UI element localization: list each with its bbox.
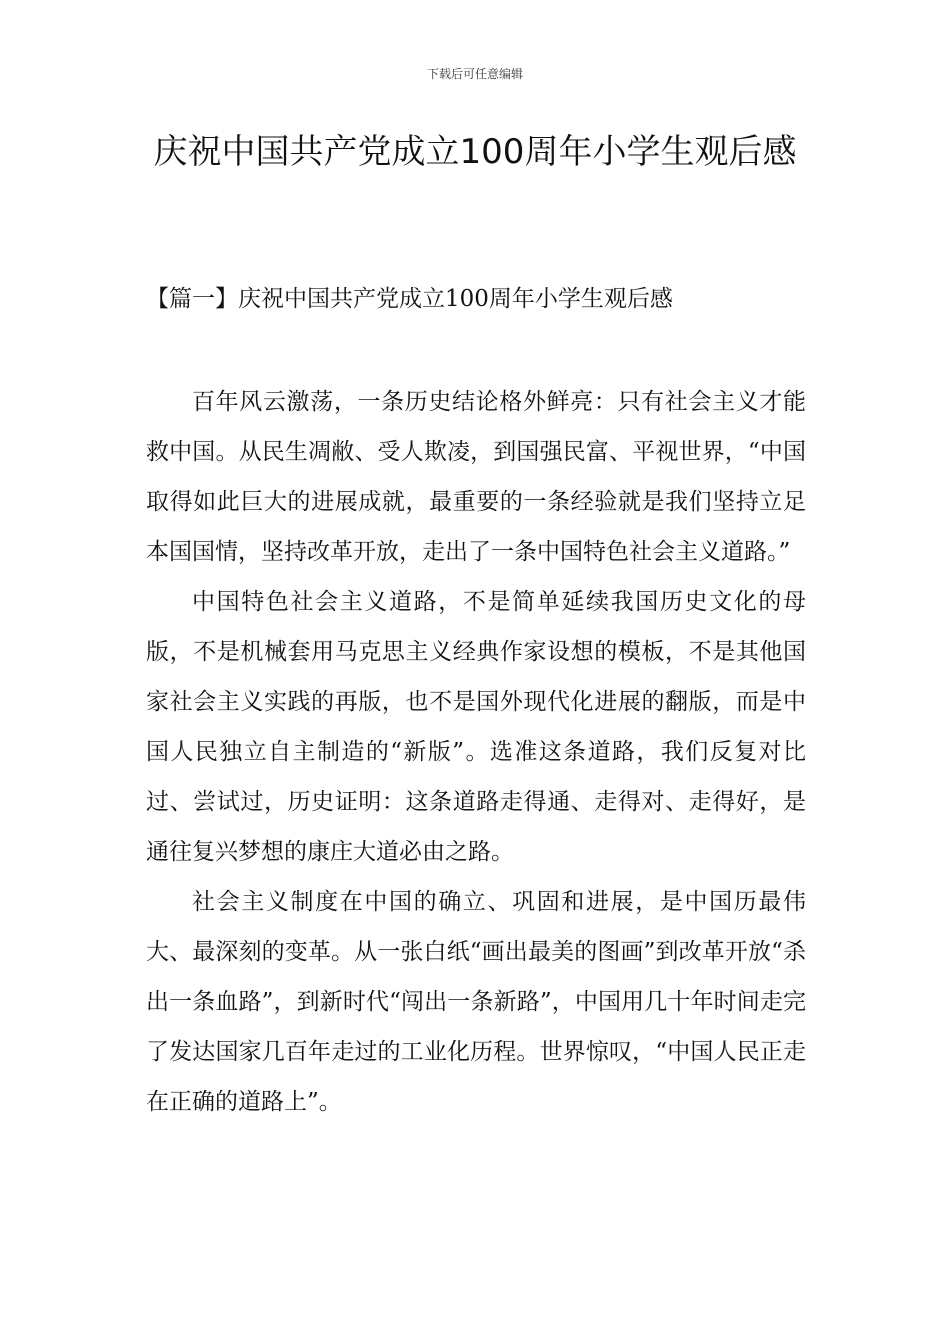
section-heading: 【篇一】庆祝中国共产党成立100周年小学生观后感 xyxy=(146,286,673,312)
paragraph-2: 中国特色社会主义道路，不是简单延续我国历史文化的母版，不是机械套用马克思主义经典作家设想的模板，不是其他国家社会主义实践的再版，也不是国外现代化进展的翻版，而是中国人民独立自主制造的“新版”。选准这条道路，我们反复对比过、尝试过，历史证明：这条道路走得通、走得对、走得好，是通往复兴梦想的康庄大道必由之路。 xyxy=(146,589,806,865)
body-text xyxy=(146,377,806,1127)
document-title: 庆祝中国共产党成立100周年小学生观后感 xyxy=(153,132,797,172)
paragraph-1: 百年风云激荡，一条历史结论格外鲜亮：只有社会主义才能救中国。从民生凋敝、受人欺凌，到国强民富、平视世界，“中国取得如此巨大的进展成就，最重要的一条经验就是我们坚持立足本国国情，坚持改革开放，走出了一条中国特色社会主义道路。” xyxy=(146,389,806,565)
header-note: 下载后可任意编辑 xyxy=(426,67,523,81)
paragraph-3: 社会主义制度在中国的确立、巩固和进展，是中国历最伟大、最深刻的变革。从一张白纸“画出最美的图画”到改革开放“杀出一条血路”，到新时代“闯出一条新路”，中国用几十年时间走完了发达国家几百年走过的工业化历程。世界惊叹，“中国人民正走在正确的道路上”。 xyxy=(146,889,806,1115)
